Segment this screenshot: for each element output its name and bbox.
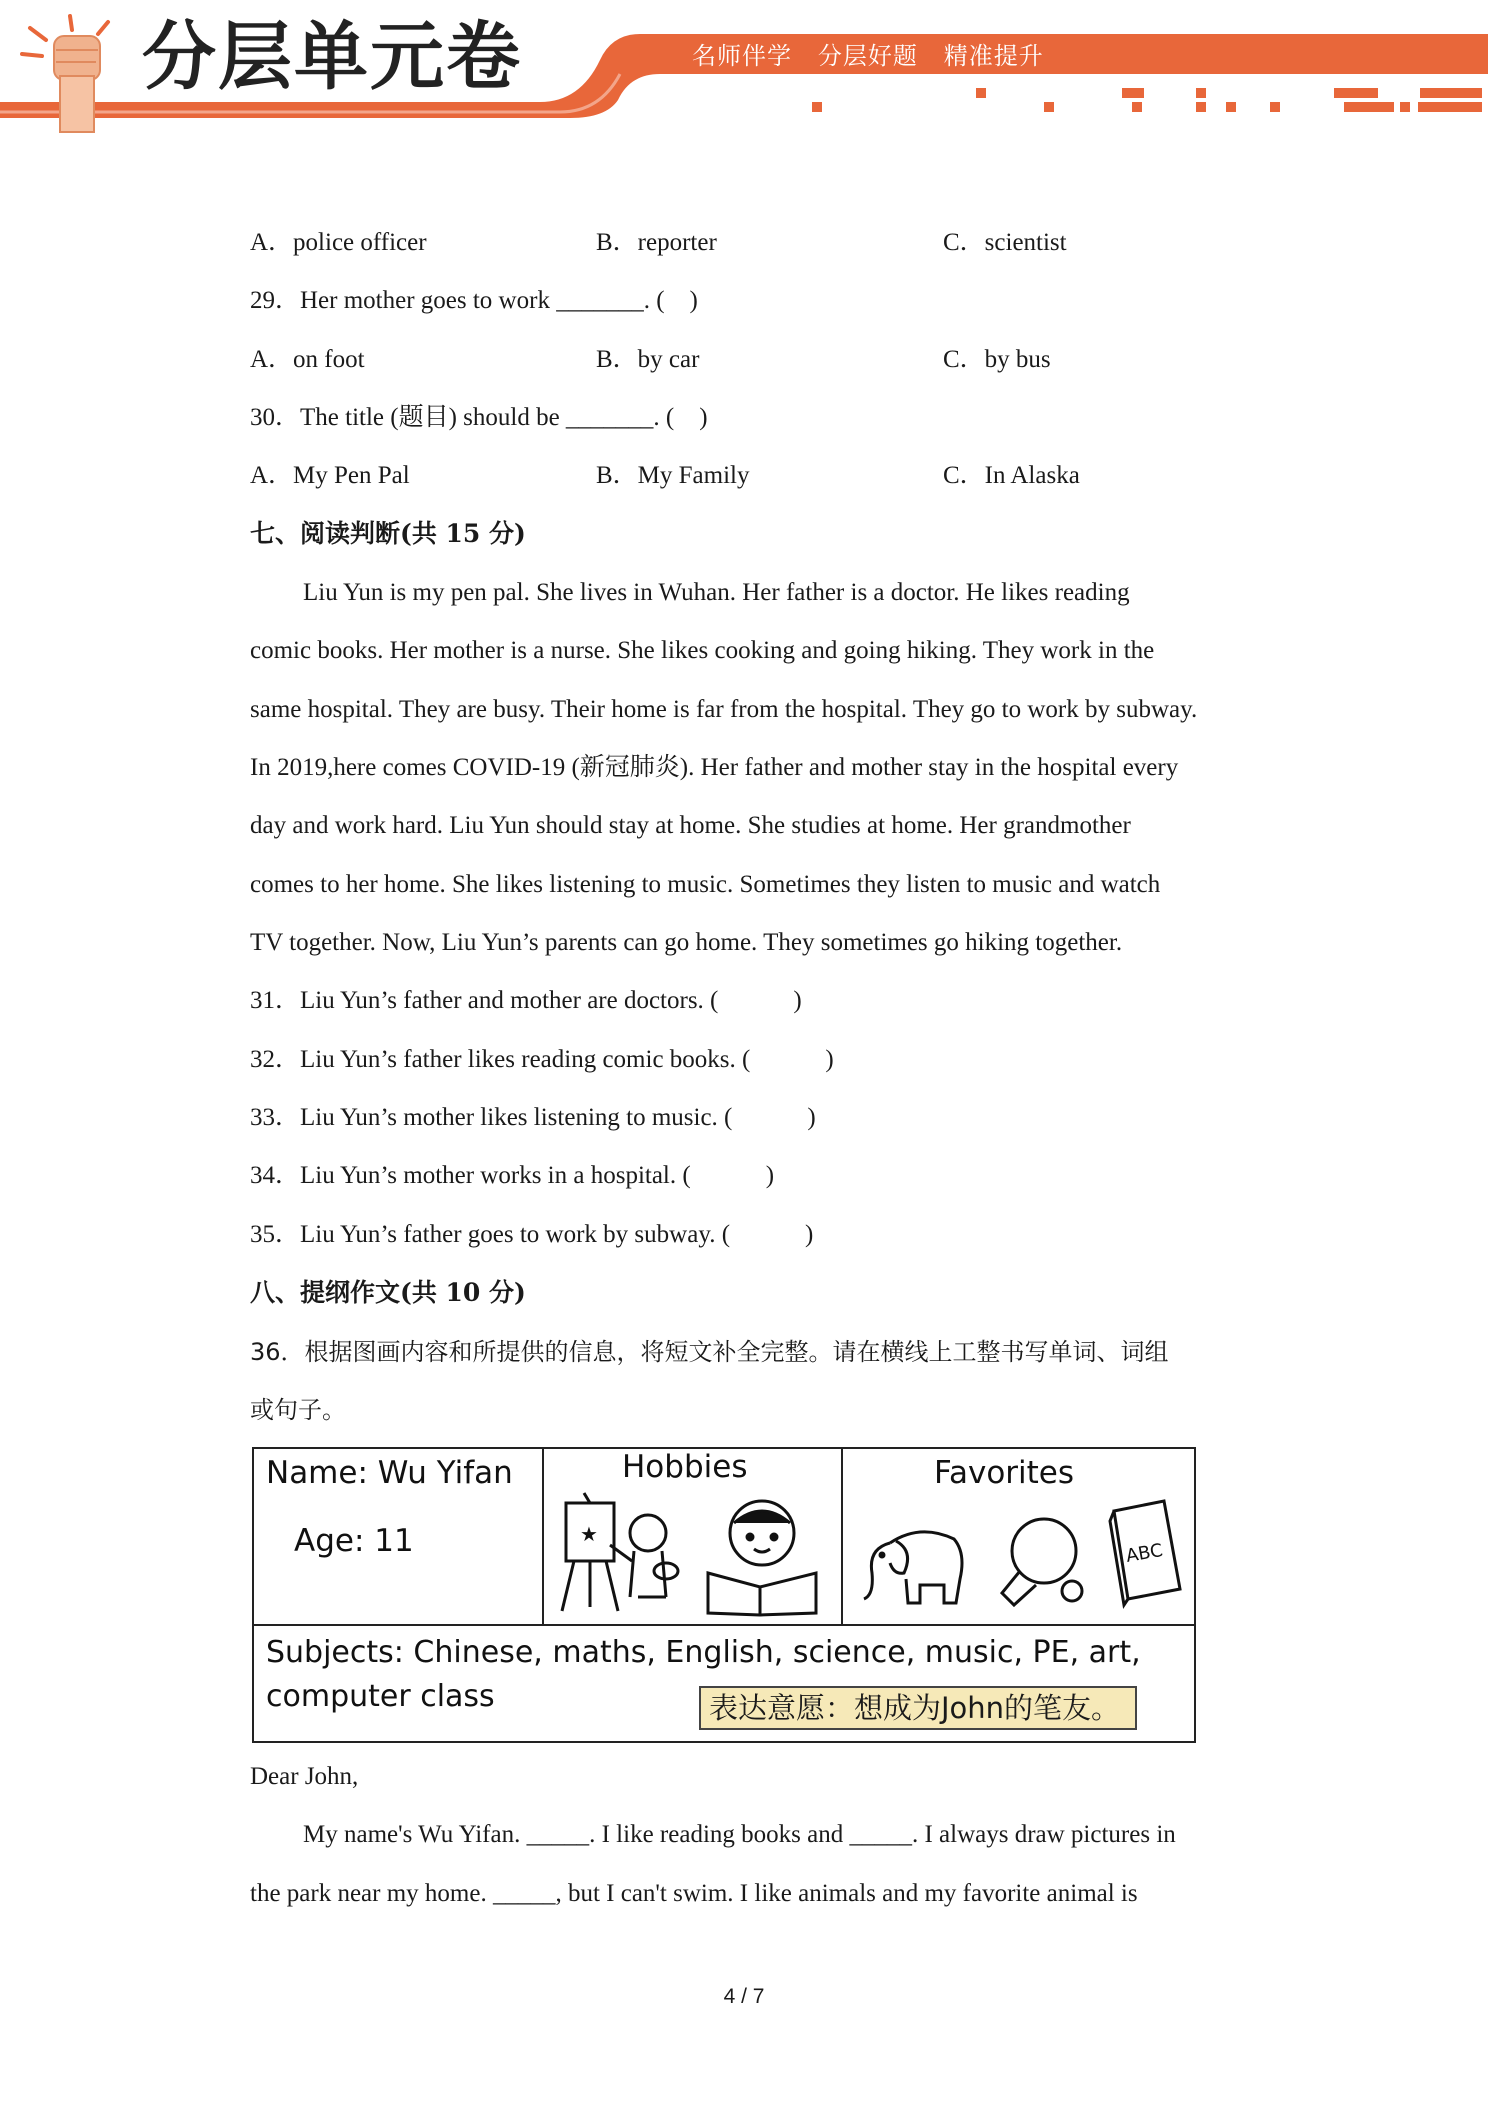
letter-salutation: Dear John, (250, 1763, 359, 1790)
passage-line: TV together. Now, Liu Yun’s parents can go home. They sometimes go hiking together. (250, 929, 1123, 956)
q28-option-b: B．reporter (596, 229, 717, 256)
card-subjects-cont: computer class (266, 1679, 495, 1714)
header-decor-square (1334, 88, 1378, 98)
letter-line: My name's Wu Yifan. _____. I like reading books and _____. I always draw pictures in (303, 1821, 1176, 1848)
card-subjects: Subjects: Chinese, maths, English, science, music, PE, art, (266, 1635, 1141, 1670)
passage-line: comic books. Her mother is a nurse. She likes cooking and going hiking. They work in the (250, 637, 1155, 664)
reading-icon (694, 1493, 834, 1619)
section8-heading: 八、提纲作文(共 10 分) (250, 1278, 526, 1307)
page-number: 4 / 7 (723, 1985, 765, 2008)
question-32: 32．Liu Yun’s father likes reading comic books. ( ) (250, 1046, 834, 1073)
header-decor-square (1226, 102, 1236, 112)
passage-line: Liu Yun is my pen pal. She lives in Wuhan. Her father is a doctor. He likes reading (303, 579, 1130, 606)
section7-heading: 七、阅读判断(共 15 分) (250, 519, 526, 548)
header-decor-square (1420, 88, 1482, 98)
header-decor-square (1122, 88, 1144, 98)
q28-option-c: C．scientist (943, 229, 1067, 256)
painting-icon (554, 1489, 684, 1619)
letter-line: the park near my home. _____, but I can't swim. I like animals and my favorite animal is (250, 1880, 1138, 1907)
q29-stem: 29．Her mother goes to work _______. ( ) (250, 287, 698, 314)
ping-pong-icon (984, 1513, 1094, 1613)
card-name: Name: Wu Yifan (266, 1455, 513, 1491)
q30-option-a: A．My Pen Pal (250, 462, 410, 489)
card-note: 表达意愿：想成为John的笔友。 (699, 1686, 1137, 1730)
question-33: 33．Liu Yun’s mother likes listening to music. ( ) (250, 1104, 816, 1131)
card-age: Age: 11 (294, 1523, 414, 1559)
q30-option-c: C．In Alaska (943, 462, 1080, 489)
header-slogan: 名师伴学 分层好题 精准提升 (692, 42, 1044, 70)
elephant-icon (860, 1513, 970, 1613)
question-31: 31．Liu Yun’s father and mother are doctors. ( ) (250, 987, 802, 1014)
q29-option-c: C．by bus (943, 346, 1051, 373)
header-decor-square (1400, 102, 1410, 112)
header-decor-square (1270, 102, 1280, 112)
question-35: 35．Liu Yun’s father goes to work by subway. ( ) (250, 1221, 814, 1248)
header-title: 分层单元卷 (142, 14, 522, 100)
book-label: ABC (1124, 1539, 1165, 1567)
header-decor-square (1344, 102, 1394, 112)
header-decor-square (1132, 102, 1142, 112)
question-34: 34．Liu Yun’s mother works in a hospital. ( ) (250, 1162, 775, 1189)
q36-instruction: 或句子。 (250, 1396, 346, 1424)
passage-line: same hospital. They are busy. Their home is far from the hospital. They go to work by subway. (250, 696, 1198, 723)
passage-line: In 2019,here comes COVID-19 (新冠肺炎). Her father and mother stay in the hospital every (250, 754, 1179, 781)
card-hobbies-label: Hobbies (622, 1449, 748, 1485)
passage-line: comes to her home. She likes listening to music. Sometimes they listen to music and watch (250, 871, 1161, 898)
svg-text:★: ★ (580, 1524, 598, 1546)
q29-option-a: A．on foot (250, 346, 365, 373)
header-decor-square (1418, 102, 1482, 112)
header-decor-square (976, 88, 986, 98)
fist-icon (16, 14, 126, 134)
header-decor-square (1044, 102, 1054, 112)
q36-instruction: 36．根据图画内容和所提供的信息，将短文补全完整。请在横线上工整书写单词、词组 (250, 1338, 1169, 1366)
header-decor-square (1196, 102, 1206, 112)
header-decor-square (1196, 88, 1206, 98)
header-decor-square (812, 102, 822, 112)
q30-stem: 30．The title (题目) should be _______. ( ) (250, 404, 708, 431)
passage-line: day and work hard. Liu Yun should stay at home. She studies at home. Her grandmother (250, 812, 1131, 839)
card-favorites-label: Favorites (934, 1455, 1075, 1491)
q28-option-a: A．police officer (250, 229, 427, 256)
q29-option-b: B．by car (596, 346, 700, 373)
q30-option-b: B．My Family (596, 462, 750, 489)
book-icon (1104, 1499, 1190, 1609)
